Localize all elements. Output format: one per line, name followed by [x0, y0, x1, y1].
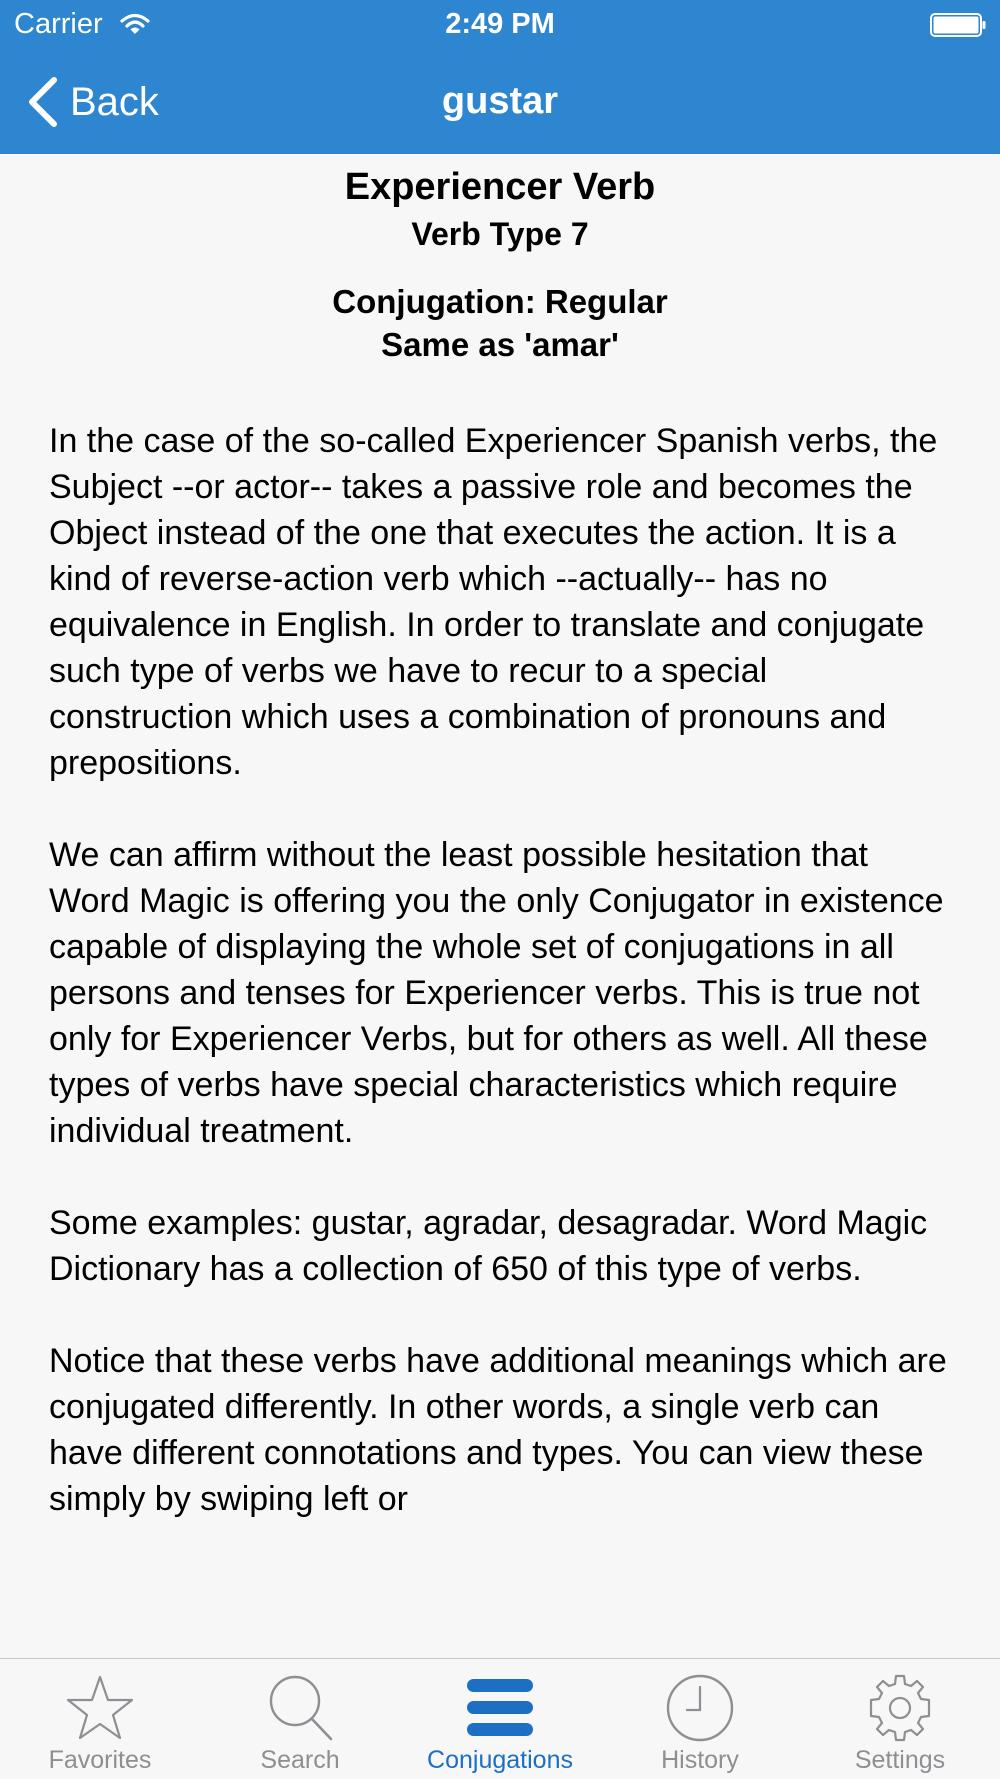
verb-category-heading: Experiencer Verb [344, 166, 656, 208]
tab-label: Conjugations [427, 1746, 573, 1774]
gear-icon [865, 1673, 935, 1743]
tab-label: Favorites [48, 1746, 152, 1774]
paragraph: We can affirm without the least possible hesitation that Word Magic is offering you the only Conjugator in existence capable of displaying the whole set of conjugations in all persons and tenses for Experiencer verbs. This is true not only for Experiencer Verbs, but for others as well. All these types of verbs have special characteristics which require individual treatment. [49, 836, 944, 1150]
status-bar [0, 0, 1000, 50]
conjugation-info [0, 280, 1000, 366]
tab-search[interactable] [200, 1659, 400, 1779]
paragraph: Notice that these verbs have additional meanings which are conjugated differently. In other words, a single verb can have different connotations and types. You can view these simply by swiping left or [49, 1342, 947, 1518]
list-icon [465, 1673, 535, 1743]
tab-history[interactable] [600, 1659, 800, 1779]
back-label: Back [70, 79, 159, 124]
carrier-label: Carrier [14, 8, 103, 40]
status-time: 2:49 PM [445, 8, 555, 40]
tab-label: Settings [854, 1746, 946, 1774]
tab-settings[interactable] [800, 1659, 1000, 1779]
content-scroll-view[interactable] [0, 154, 1000, 1658]
description-text [0, 418, 1000, 1522]
tab-label: Search [260, 1746, 340, 1774]
paragraph: In the case of the so-called Experiencer Spanish verbs, the Subject --or actor-- takes a passive role and becomes the Object instead of the one that executes the action. It is a kind of reverse-action verb which --actually-- has no equivalence in English. In order to translate and conjugate such type of verbs we have to recur to a special construction which uses a combination of pronouns and prepositions. [49, 422, 938, 782]
paragraph: Some examples: gustar, agradar, desagradar. Word Magic Dictionary has a collection of 650 of this type of verbs. [49, 1204, 928, 1288]
star-icon [65, 1673, 135, 1743]
same-as-label: Same as 'amar' [381, 326, 619, 363]
tab-conjugations[interactable] [400, 1659, 600, 1779]
tab-favorites[interactable] [0, 1659, 200, 1779]
header [0, 0, 1000, 154]
battery-icon [930, 13, 986, 37]
tab-bar [0, 1658, 1000, 1779]
conjugation-label: Conjugation: Regular [332, 283, 668, 320]
tab-label: History [661, 1746, 739, 1774]
verb-type-label: Verb Type 7 [411, 216, 589, 252]
nav-bar [0, 50, 1000, 154]
clock-icon [665, 1673, 735, 1743]
page-title: gustar [441, 80, 559, 122]
magnifier-icon [265, 1673, 335, 1743]
